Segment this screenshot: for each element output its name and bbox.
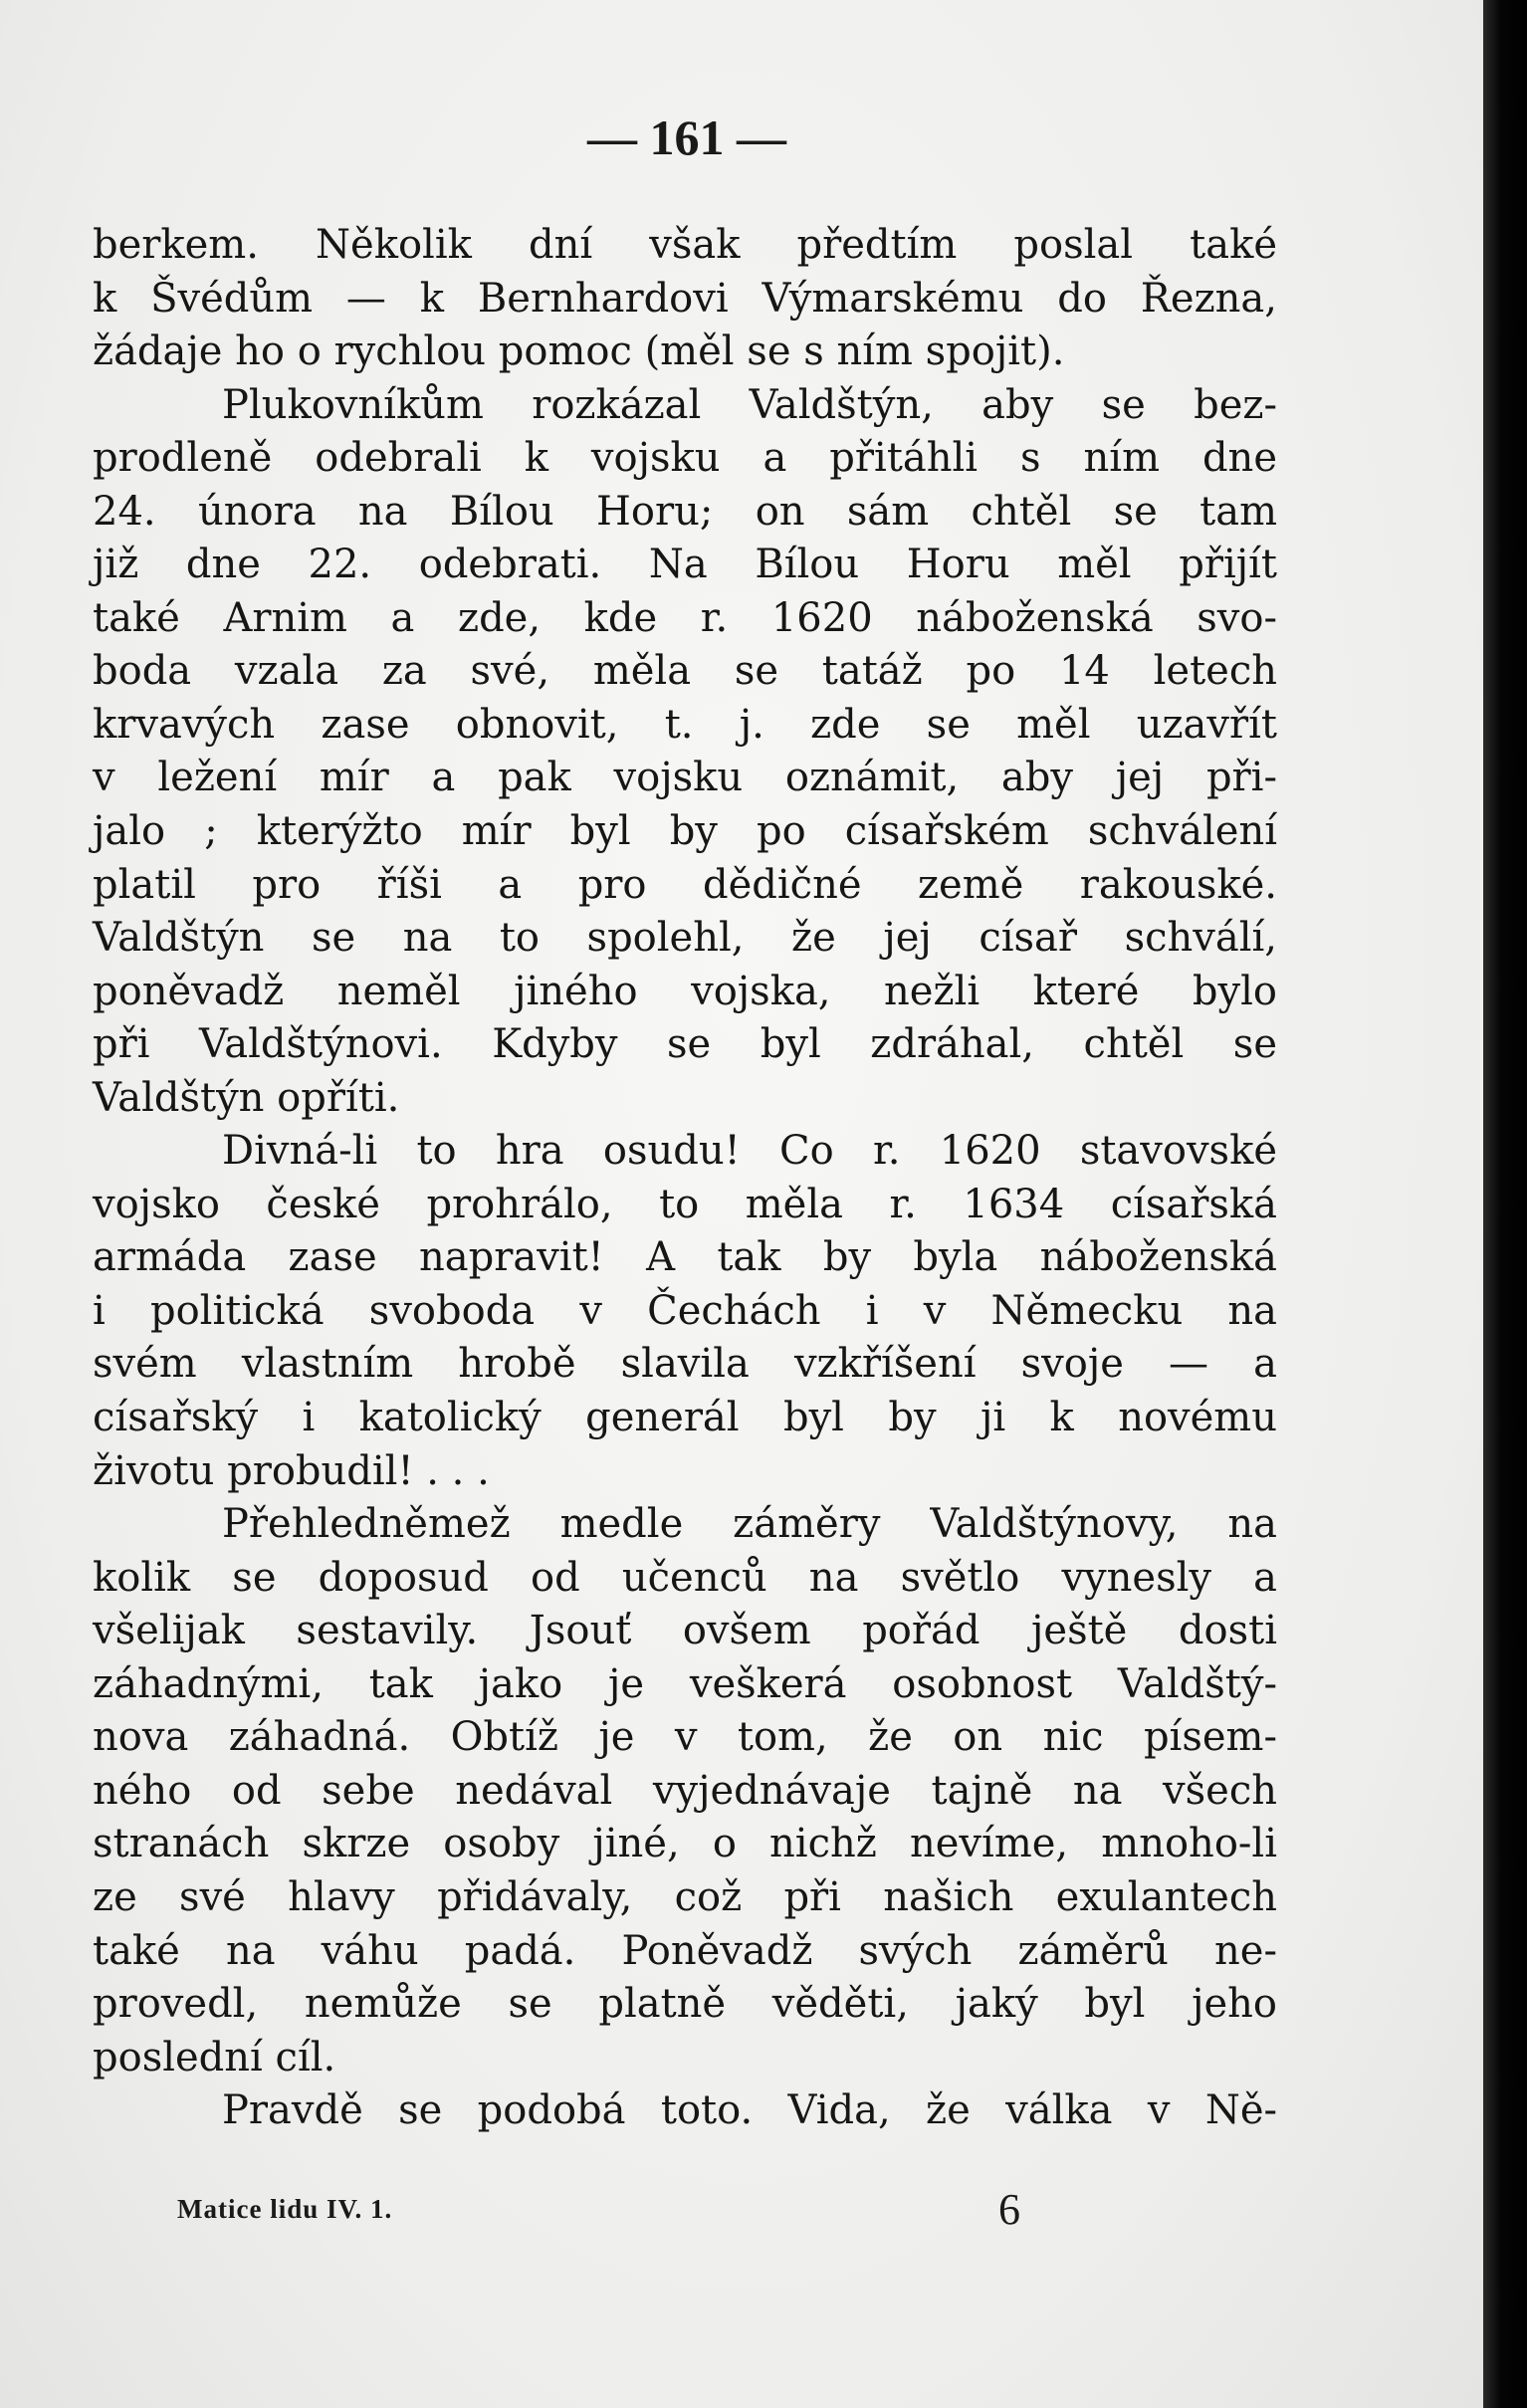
sheet-number: 6 (998, 2185, 1020, 2234)
text-line: prodleně odebrali k vojsku a přitáhli s ním dne (93, 435, 1277, 482)
text-line: také na váhu padá. Poněvadž svých záměrů ne- (93, 1927, 1277, 1974)
text-line: kolik se doposud od učenců na světlo vynesly a (93, 1554, 1277, 1601)
text-line: také Arnim a zde, kde r. 1620 náboženská svo- (93, 594, 1277, 641)
body-text (93, 219, 1277, 2138)
text-line: záhadnými, tak jako je veškerá osobnost Valdštý- (93, 1660, 1277, 1707)
text-line: poslední cíl. (93, 2034, 336, 2080)
text-line: armáda zase napravit! A tak by byla náboženská (93, 1234, 1277, 1281)
text-line: Valdštýn se na to spolehl, že jej císař schválí, (93, 915, 1277, 962)
text-line: ného od sebe nedával vyjednávaje tajně na všech (93, 1767, 1277, 1814)
page-footer (0, 2184, 1483, 2244)
text-line: jalo ; kterýžto mír byl by po císařském schválení (93, 808, 1277, 855)
text-line: Divná-li to hra osudu! Co r. 1620 stavovské (222, 1128, 1277, 1175)
text-line: berkem. Několik dní však předtím poslal také (93, 222, 1277, 268)
text-line: životu probudil! . . . (93, 1447, 490, 1494)
page-edge-shadow (1483, 0, 1527, 2408)
text-line: v ležení mír a pak vojsku oznámit, aby jej při- (93, 755, 1277, 801)
text-line: provedl, nemůže se platně věděti, jaký byl jeho (93, 1981, 1277, 2028)
text-line: nova záhadná. Obtíž je v tom, že on nic písem- (93, 1714, 1277, 1761)
text-line: všelijak sestavily. Jsouť ovšem pořád ještě dosti (93, 1608, 1277, 1654)
text-line: i politická svoboda v Čechách i v Německu na (93, 1287, 1277, 1334)
text-line: císařský i katolický generál byl by ji k novému (93, 1395, 1277, 1441)
text-line: Valdštýn opříti. (93, 1074, 400, 1121)
text-line: vojsko české prohrálo, to měla r. 1634 císařská (93, 1181, 1277, 1227)
page-number: — 161 — (587, 109, 786, 165)
text-line: 24. února na Bílou Horu; on sám chtěl se tam (93, 488, 1277, 535)
text-line: při Valdštýnovi. Kdyby se byl zdráhal, chtěl se (93, 1021, 1277, 1068)
text-line: platil pro říši a pro dědičné země rakouské. (93, 861, 1277, 908)
text-line: krvavých zase obnovit, t. j. zde se měl uzavřít (93, 701, 1277, 748)
text-line: stranách skrze osoby jiné, o nichž nevíme, mnoho-li (93, 1821, 1277, 1867)
text-line: k Švédům — k Bernhardovi Výmarskému do Řezna, (93, 275, 1277, 322)
text-line: Pravdě se podobá toto. Vida, že válka v Ně- (222, 2087, 1277, 2134)
text-line: ze své hlavy přidávaly, což při našich exulantech (93, 1873, 1277, 1920)
printer-signature: Matice lidu IV. 1. (177, 2194, 393, 2224)
text-line: boda vzala za své, měla se tatáž po 14 letech (93, 648, 1277, 695)
text-line: již dne 22. odebrati. Na Bílou Horu měl přijít (93, 542, 1277, 588)
text-line: Plukovníkům rozkázal Valdštýn, aby se bez- (222, 381, 1277, 428)
text-line: svém vlastním hrobě slavila vzkříšení svoje — a (93, 1341, 1277, 1388)
text-line: Přehledněmež medle záměry Valdštýnovy, na (222, 1501, 1277, 1548)
text-line: žádaje ho o rychlou pomoc (měl se s ním spojit). (93, 328, 1065, 375)
text-line: poněvadž neměl jiného vojska, nežli které bylo (93, 968, 1277, 1014)
